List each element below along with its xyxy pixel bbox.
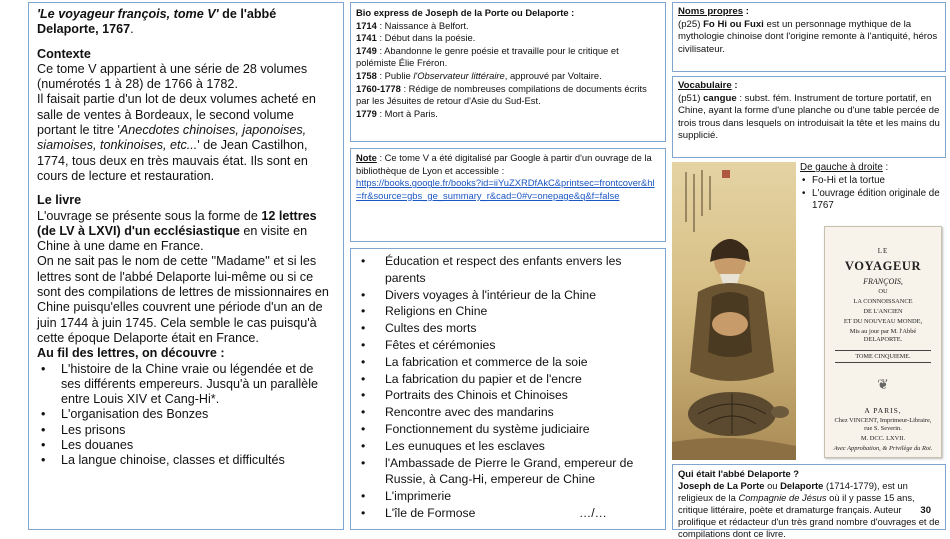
title-end: . bbox=[130, 22, 134, 37]
list-item: • La langue chinoise, classes et difficultés bbox=[37, 453, 335, 468]
note-text: : Ce tome V a été digitalisé par Google à partir d'un ouvrage de la bibliothèque de Lyon et accessible : bbox=[356, 152, 652, 176]
bio-entry: 1779 : Mort à Paris. bbox=[356, 107, 438, 119]
bio-heading: Bio express de Joseph de la Porte ou Delaporte : bbox=[356, 7, 575, 18]
title-italic: 'Le voyageur françois, tome V' bbox=[37, 7, 219, 21]
noms-heading: Noms propres bbox=[678, 6, 744, 17]
list-item: • Religions en Chine bbox=[357, 303, 659, 320]
list-item: • L'organisation des Bonzes bbox=[37, 407, 335, 422]
livre-heading: Le livre bbox=[37, 193, 82, 208]
voc-heading: Vocabulaire bbox=[678, 80, 732, 91]
title-page-date: M. DCC. LXVII. bbox=[860, 435, 906, 442]
list-item: • L'histoire de la Chine vraie ou légendée et de ses différents empereurs. Jusqu'à un parallèle entre Louis XIV et Cang-Hi*. bbox=[37, 362, 335, 408]
contexte-paragraph-2: Il faisait partie d'un lot de deux volumes acheté en salle de ventes à Bordeaux, le second volume portant le titre 'Anecdotes chinoises, japonoises, siamoises, tonkinoises, etc...' de Jean Castilhon, 1774, tous deux en très mauvais état. Ils sont en cours de lecture et restauration. bbox=[37, 92, 316, 183]
fo-hi-painting bbox=[672, 162, 796, 460]
list-item: • Éducation et respect des enfants envers les parents bbox=[357, 253, 659, 287]
title-rest: de l'abbé Delaporte, 1767 bbox=[37, 7, 277, 37]
list-item: • Rencontre avec des mandarins bbox=[357, 404, 659, 421]
title-page-publisher: Chez VINCENT, Imprimeur-Libraire, rue S. Severin. bbox=[834, 417, 932, 432]
contexte-heading: Contexte bbox=[37, 46, 91, 61]
topics-panel bbox=[350, 248, 666, 530]
fo-hi-painting-image bbox=[672, 162, 796, 460]
list-item: • La fabrication et commerce de la soie bbox=[357, 354, 659, 371]
noms-text: (p25) Fo Hi ou Fuxi est un personnage mythique de la mythologie chinoise dont l'origine remonte à l'antiquité, héros civilisateur. bbox=[678, 18, 938, 55]
left-panel bbox=[28, 2, 344, 530]
caption-heading: De gauche à droite bbox=[800, 162, 883, 173]
vocabulaire-panel: Vocabulaire : (p51) cangue : subst. fém. Instrument de torture portatif, en Chine, ayant la forme d'une planche ou d'une table percée de trois trous dans lesquels on introduisait la tête et les mains du supplicié. bbox=[672, 76, 946, 158]
list-item: • L'île de Formose …/… bbox=[357, 505, 659, 522]
ornament-icon: ❦ bbox=[877, 378, 889, 393]
qui-text: Joseph de La Porte ou Delaporte (1714-1779), est un religieux de la Compagnie de Jésus où il y passe 15 ans, critique littéraire, poète et dramaturge français. Auteur prolifique et rédacteur d'un très grand nombre d'ouvrages et de compilations dont ce livre. bbox=[678, 479, 940, 539]
voc-text: (p51) cangue : subst. fém. Instrument de torture portatif, en Chine, ayant la forme d'une planche ou d'une table percée de trois trous dans lesquels on introduisait la tête et les mains du supplicié. bbox=[678, 92, 940, 141]
title-page-le: LE bbox=[877, 247, 889, 255]
title-page-tome: TOME CINQUIEME. bbox=[835, 350, 931, 363]
note-panel bbox=[350, 148, 666, 242]
note-heading: Note bbox=[356, 152, 377, 163]
qui-etait-panel bbox=[672, 464, 946, 539]
livre-paragraph-2: On ne sait pas le nom de cette ''Madame'' et si les lettres sont de l'abbé Delaporte lui-même ou si ce sont des compilations de lettres de missionnaires en Chine puisqu'elles couvrent une période d'un an de juin 1744 à juin 1745. Cela semble le cas puisqu'à cette époque Delaporte était en France. bbox=[37, 254, 329, 345]
livre-paragraph-1: L'ouvrage se présente sous la forme de 12 lettres (de LV à LXVI) d'un ecclésiastique en visite en Chine à une dame en France. bbox=[37, 208, 317, 254]
list-item: • Les douanes bbox=[37, 438, 335, 453]
bio-entry: 1760-1778 : Rédige de nombreuses compilations de documents écrits par les Jésuites de retour d'Asie du Sud-Est. bbox=[356, 82, 647, 107]
list-item: • Les eunuques et les esclaves bbox=[357, 438, 659, 455]
list-item: • Fonctionnement du système judiciaire bbox=[357, 421, 659, 438]
left-bullet-list bbox=[37, 362, 335, 469]
caption-item: • L'ouvrage édition originale de 1767 bbox=[800, 188, 946, 214]
list-item: • Cultes des morts bbox=[357, 320, 659, 337]
title-page-line3: ET DU NOUVEAU MONDE, bbox=[843, 318, 923, 325]
bio-entry: 1758 : Publie l'Observateur littéraire, approuvé par Voltaire. bbox=[356, 69, 602, 81]
document-title bbox=[37, 7, 335, 38]
book-title-page bbox=[824, 226, 942, 458]
page-number: 30 bbox=[920, 505, 931, 517]
noms-propres-panel: Noms propres : (p25) Fo Hi ou Fuxi est un personnage mythique de la mythologie chinoise dont l'origine remonte à l'antiquité, héros civilisateur. bbox=[672, 2, 946, 72]
bio-entry: 1714 : Naissance à Belfort. bbox=[356, 19, 469, 31]
list-item: • l'Ambassade de Pierre le Grand, empereur de Russie, à Cang-Hi, empereur de Chine bbox=[357, 455, 659, 489]
list-item: • Divers voyages à l'intérieur de la Chine bbox=[357, 287, 659, 304]
continuation-mark: …/… bbox=[579, 505, 607, 520]
image-caption: De gauche à droite : • Fo-Hi et la tortue • L'ouvrage édition originale de 1767 bbox=[800, 162, 946, 213]
title-page-privilege: Avec Approbation, & Privilège du Roi. bbox=[833, 445, 933, 452]
title-page-voyageur: VOYAGEUR bbox=[844, 259, 922, 273]
topics-list bbox=[357, 253, 659, 522]
caption-item: • Fo-Hi et la tortue bbox=[800, 175, 946, 188]
bio-entry: 1741 : Début dans la poésie. bbox=[356, 32, 476, 44]
list-item: • Fêtes et cérémonies bbox=[357, 337, 659, 354]
title-page-line2: DE L'ANCIEN bbox=[863, 308, 903, 315]
fil-heading: Au fil des lettres, on découvre : bbox=[37, 346, 225, 361]
title-page-line1: LA CONNOISSANCE bbox=[853, 298, 913, 305]
list-item: • L'imprimerie bbox=[357, 488, 659, 505]
list-item: • Portraits des Chinois et Chinoises bbox=[357, 387, 659, 404]
title-page-ou: OU bbox=[878, 288, 888, 295]
title-page-city: A PARIS, bbox=[864, 406, 902, 415]
bio-panel bbox=[350, 2, 666, 142]
contexte-paragraph-1: Ce tome V appartient à une série de 28 volumes (numérotés 1 à 28) de 1766 à 1782. bbox=[37, 61, 308, 92]
google-books-link[interactable]: https://books.google.fr/books?id=iiYuZXRDfAkC&printsec=frontcover&hl=fr&source=gbs_ge_summary_r&cad=0#v=onepage&q&f=false bbox=[356, 177, 655, 201]
list-item: • La fabrication du papier et de l'encre bbox=[357, 371, 659, 388]
list-item: • Les prisons bbox=[37, 423, 335, 438]
title-page-francois: FRANÇOIS, bbox=[863, 277, 903, 286]
title-page-author: Mis au jour par M. l'Abbé DELAPORTE. bbox=[849, 328, 917, 343]
bio-entry: 1749 : Abandonne le genre poésie et travaille pour le critique et polémiste Élie Fréron. bbox=[356, 44, 619, 69]
qui-heading: Qui était l'abbé Delaporte ? bbox=[678, 468, 800, 479]
